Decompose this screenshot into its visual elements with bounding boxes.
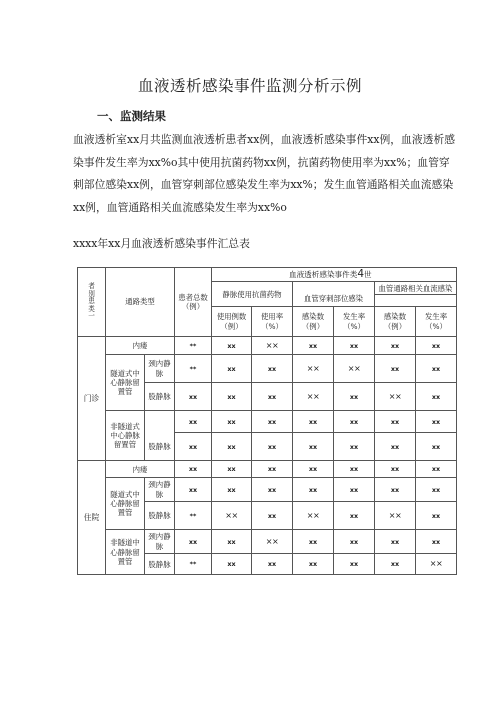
sub-header: 感染数（例） bbox=[293, 307, 334, 337]
access-fistula: 内瘘 bbox=[106, 461, 175, 478]
table-row: 股静脉 xx xx xx xx xx xx xx bbox=[78, 433, 457, 461]
events-group-header: 血液透析感染事件类4世 bbox=[212, 268, 457, 282]
access-nontunneled: 非隧道式中心静脉留置管 bbox=[106, 411, 145, 461]
access-tunneled: 隧道式中心静脉留置管 bbox=[106, 355, 145, 411]
sub-header: 发生率（%） bbox=[416, 307, 457, 337]
sub-header: 使用例数（例） bbox=[212, 307, 252, 337]
access-nontunneled: 非隧道中心静脉留置管 bbox=[106, 530, 145, 575]
site-femoral: 股静脉 bbox=[145, 383, 175, 411]
sub-header: 使用率（%） bbox=[252, 307, 293, 337]
antibiotics-header: 静脉使用抗菌药物 bbox=[212, 282, 293, 307]
inpatient-label: 住院 bbox=[78, 461, 106, 575]
sub-header: 发生率（%） bbox=[334, 307, 375, 337]
table-caption: xxxx年xx月血液透析感染事件汇总表 bbox=[73, 237, 250, 250]
summary-table bbox=[77, 267, 457, 575]
table-row: 股静脉 ** ×× xx ×× xx ×× xx bbox=[78, 502, 457, 530]
site-jugular: 颈内静脉 bbox=[145, 478, 175, 502]
patient-total-header: 患者总数（例） bbox=[175, 268, 212, 337]
access-fistula: 内瘘 bbox=[106, 337, 175, 355]
table-row: 非隧道中心静脉留置管 颈内静脉 xx xx ×× xx xx xx xx bbox=[78, 530, 457, 554]
site-jugular: 颈内静脉 bbox=[145, 530, 175, 554]
table-row: 隧道式中心静脉留置管 颈内静脉 ** xx xx ×× ×× xx xx bbox=[78, 355, 457, 383]
site-femoral: 股静脉 bbox=[145, 502, 175, 530]
document-title: 血液透析感染事件监测分析示例 bbox=[137, 77, 362, 95]
access-tunneled: 隧道式中心静脉留置管 bbox=[106, 478, 145, 530]
table-row: 隧道式中心静脉留置管 颈内静脉 xx xx xx xx xx xx xx bbox=[78, 478, 457, 502]
outpatient-label: 门诊 bbox=[78, 337, 106, 461]
site-femoral: 股静脉 bbox=[145, 433, 175, 461]
site-jugular: 颈内静脉 bbox=[145, 355, 175, 383]
sub-header: 感染数（例） bbox=[375, 307, 416, 337]
results-paragraph: 血液透析室xx月共监测血液透析患者xx例，血液透析感染事件xx例，血液透析感染事件发生率为xx%o其中使用抗菌药物xx例，抗菌药物使用率为xx%；血管穿刺部位感染xx例，血管穿刺部位感染发生率为xx%；发生血管通路相关血流感染xx例，血管通路相关血流感染发生率为xx%o bbox=[73, 133, 456, 214]
puncture-site-header: 血管穿刺部位感染 bbox=[293, 282, 375, 307]
access-type-header: 通路类型 bbox=[106, 268, 175, 337]
corner-header: 者别患类一 bbox=[78, 268, 106, 337]
bloodstream-header: 血管通路相关血流感染 bbox=[375, 282, 457, 295]
table-row: 非隧道式中心静脉留置管 xx xx xx xx xx xx xx bbox=[78, 411, 457, 433]
section-heading: 一、监测结果 bbox=[97, 109, 166, 123]
table-row: 股静脉 xx xx xx ×× xx ×× xx bbox=[78, 383, 457, 411]
site-femoral: 股静脉 bbox=[145, 554, 175, 575]
table-row: 门诊 内瘘 ** xx ×× xx xx xx xx bbox=[78, 337, 457, 355]
table-row: 股静脉 ** xx xx xx xx xx ×× bbox=[78, 554, 457, 575]
table-row: 住院 内瘘 xx xx xx xx xx xx xx bbox=[78, 461, 457, 478]
